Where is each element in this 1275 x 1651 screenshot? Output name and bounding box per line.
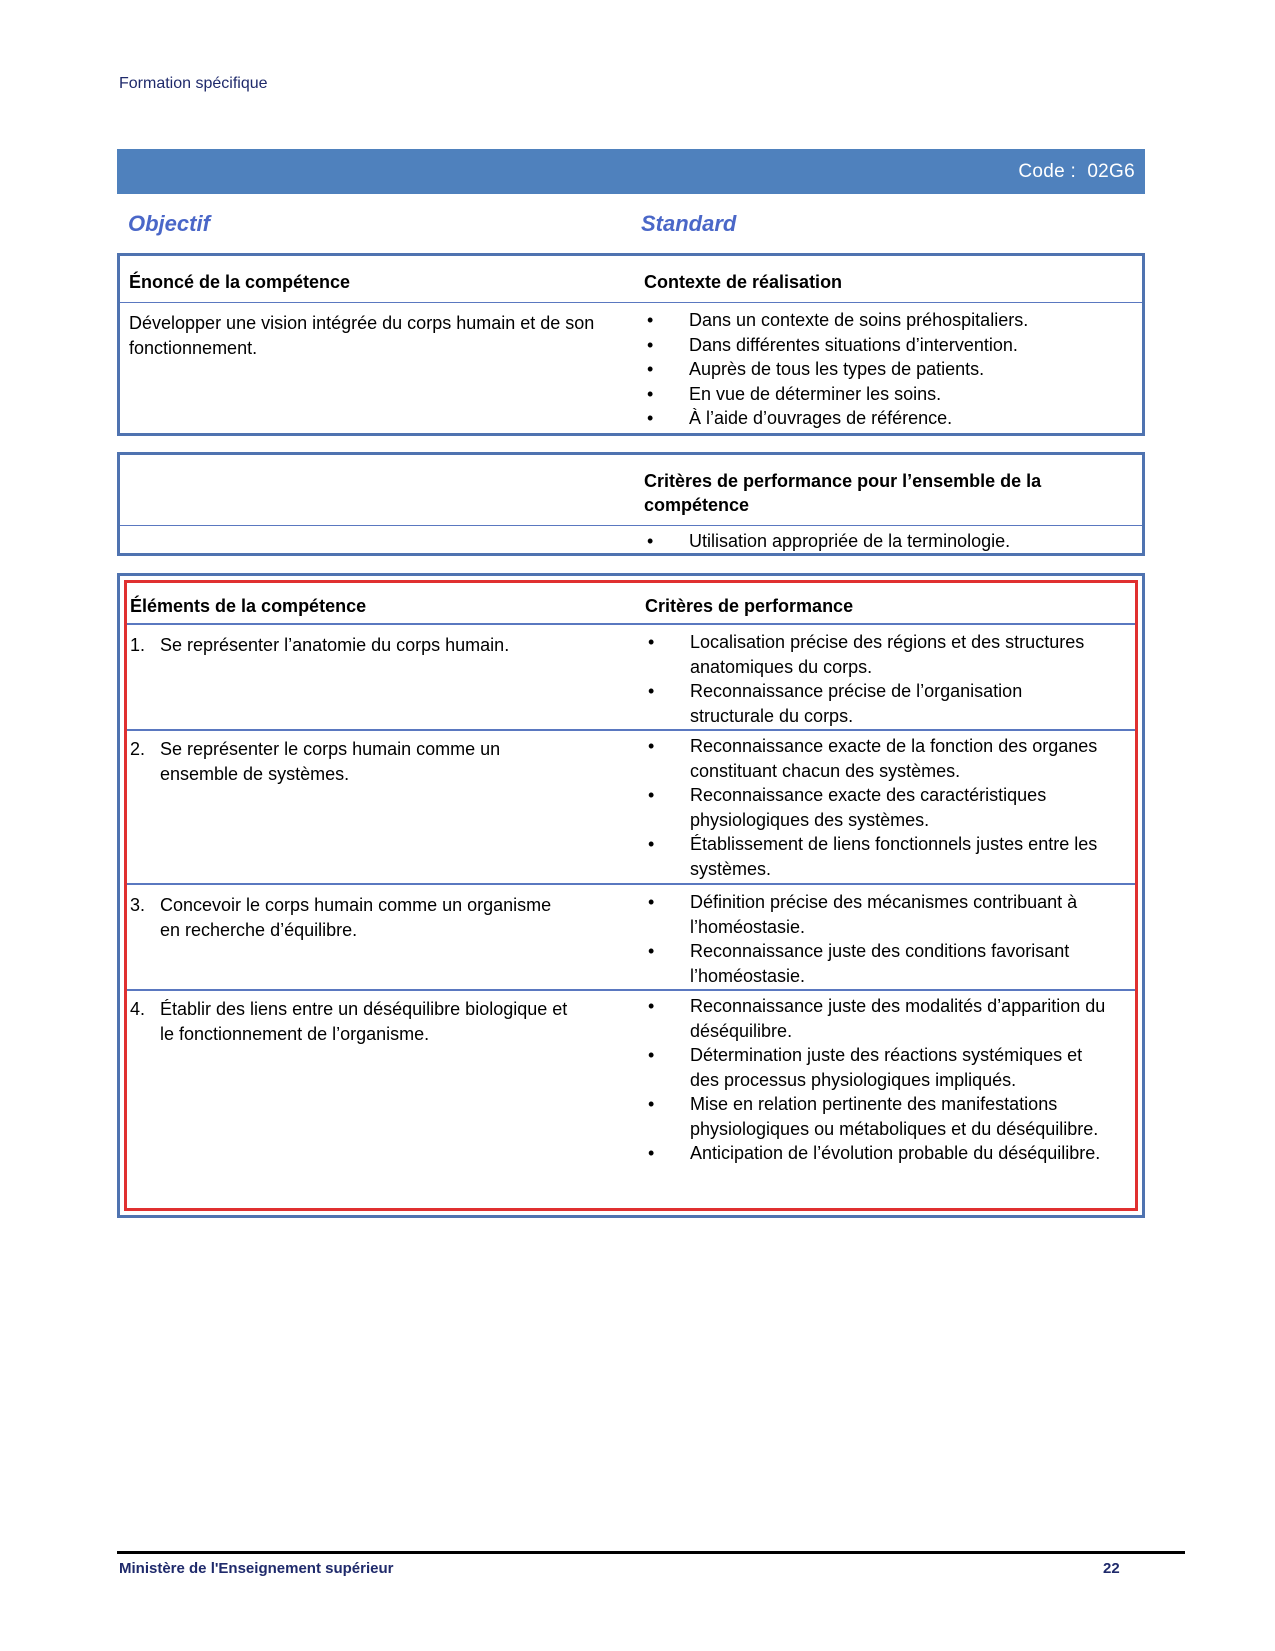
criteria-item: • Reconnaissance exacte de la fonction des organes constituant chacun des systèmes. bbox=[648, 736, 1098, 781]
elements-inner-frame bbox=[124, 580, 1138, 1211]
bullet-icon: • bbox=[648, 736, 655, 756]
elements-header-row bbox=[127, 583, 1135, 623]
competence-body-row bbox=[120, 302, 1142, 433]
global-criteria-header: Critères de performance pour l’ensemble de la compétence bbox=[644, 471, 1042, 515]
context-item: • Dans un contexte de soins préhospitaliers. bbox=[644, 308, 1124, 333]
criteria-list-1 bbox=[645, 630, 1111, 728]
element-number: 1. bbox=[130, 635, 146, 655]
element-text: Se représenter le corps humain comme un ensemble de systèmes. bbox=[160, 739, 501, 784]
criteria-item: • Reconnaissance juste des modalités d’apparition du déséquilibre. bbox=[648, 996, 1106, 1041]
footer-rule bbox=[117, 1551, 1185, 1554]
element-number: 3. bbox=[130, 895, 146, 915]
bullet-icon: • bbox=[648, 1045, 655, 1065]
standard-title: Standard bbox=[641, 211, 737, 236]
elements-table bbox=[117, 573, 1145, 1218]
element-row-2 bbox=[127, 729, 1135, 883]
context-item: • En vue de déterminer les soins. bbox=[644, 382, 1124, 407]
bullet-icon: • bbox=[648, 996, 655, 1016]
competence-statement-header: Énoncé de la compétence bbox=[129, 272, 351, 292]
criteria-item: • Reconnaissance précise de l’organisation structurale du corps. bbox=[648, 681, 1023, 726]
bullet-icon: • bbox=[648, 632, 655, 652]
criteria-item: • Reconnaissance exacte des caractéristiques physiologiques des systèmes. bbox=[648, 785, 1047, 830]
criteria-item: • Établissement de liens fonctionnels justes entre les systèmes. bbox=[648, 834, 1098, 879]
bullet-icon: • bbox=[647, 359, 654, 379]
criteria-header: Critères de performance bbox=[645, 596, 854, 616]
element-number: 4. bbox=[130, 999, 146, 1019]
context-item: • À l’aide d’ouvrages de référence. bbox=[644, 406, 1124, 431]
code-banner bbox=[117, 149, 1145, 194]
bullet-icon: • bbox=[647, 408, 654, 428]
objectif-title: Objectif bbox=[128, 211, 210, 236]
bullet-icon: • bbox=[648, 834, 655, 854]
global-criteria-header-row bbox=[120, 455, 1142, 525]
bullet-icon: • bbox=[648, 1094, 655, 1114]
criteria-item: • Détermination juste des réactions systémiques et des processus physiologiques impliqués. bbox=[648, 1045, 1083, 1090]
criteria-list-2 bbox=[645, 734, 1111, 881]
bullet-icon: • bbox=[647, 383, 654, 404]
bullet-icon: • bbox=[648, 892, 655, 912]
code-value: 02G6 bbox=[1087, 161, 1135, 182]
criteria-list-3 bbox=[645, 890, 1111, 988]
criteria-item: • Localisation précise des régions et des structures anatomiques du corps. bbox=[648, 632, 1085, 677]
element-text: Se représenter l’anatomie du corps humain. bbox=[160, 635, 510, 655]
bullet-icon: • bbox=[648, 941, 655, 961]
element-row-1 bbox=[127, 623, 1135, 729]
context-header: Contexte de réalisation bbox=[644, 272, 843, 292]
bullet-icon: • bbox=[647, 334, 654, 355]
elements-header: Éléments de la compétence bbox=[130, 596, 367, 616]
criteria-item: • Mise en relation pertinente des manifestations physiologiques ou métaboliques et du déséquilibre. bbox=[648, 1094, 1099, 1139]
competence-header-row bbox=[120, 256, 1142, 302]
bullet-icon: • bbox=[648, 785, 655, 805]
element-text: Établir des liens entre un déséquilibre biologique et le fonctionnement de l’organisme. bbox=[160, 999, 568, 1044]
page-number: 22 bbox=[1103, 1560, 1120, 1577]
global-criteria-table bbox=[117, 452, 1145, 556]
criteria-item: • Anticipation de l’évolution probable du déséquilibre. bbox=[645, 1141, 1111, 1166]
element-number: 2. bbox=[130, 739, 146, 759]
criteria-list-4 bbox=[645, 994, 1111, 1166]
context-item: • Auprès de tous les types de patients. bbox=[644, 357, 1124, 382]
competence-table bbox=[117, 253, 1145, 436]
code-label-text: Code : bbox=[1018, 161, 1077, 182]
criteria-item: • Reconnaissance juste des conditions favorisant l’homéostasie. bbox=[648, 941, 1070, 986]
code-label bbox=[1018, 161, 1135, 183]
context-list bbox=[644, 308, 1124, 431]
bullet-icon: • bbox=[647, 310, 654, 330]
running-header: Formation spécifique bbox=[119, 75, 268, 92]
global-criteria-body-row bbox=[120, 525, 1142, 553]
criteria-item: • Définition précise des mécanismes contribuant à l’homéostasie. bbox=[648, 892, 1078, 937]
footer-ministry: Ministère de l'Enseignement supérieur bbox=[119, 1560, 394, 1577]
element-row-3 bbox=[127, 883, 1135, 989]
bullet-icon: • bbox=[648, 1143, 655, 1163]
element-row-4 bbox=[127, 989, 1135, 1208]
bullet-icon: • bbox=[647, 531, 654, 551]
context-item: • Dans différentes situations d’intervention. bbox=[644, 333, 1124, 358]
bullet-icon: • bbox=[648, 681, 655, 701]
global-criteria-item: • Utilisation appropriée de la terminologie. bbox=[644, 529, 1124, 554]
global-criteria-list bbox=[644, 529, 1124, 554]
element-text: Concevoir le corps humain comme un organisme en recherche d’équilibre. bbox=[160, 895, 552, 940]
competence-statement: Développer une vision intégrée du corps humain et de son fonctionnement. bbox=[129, 313, 595, 358]
